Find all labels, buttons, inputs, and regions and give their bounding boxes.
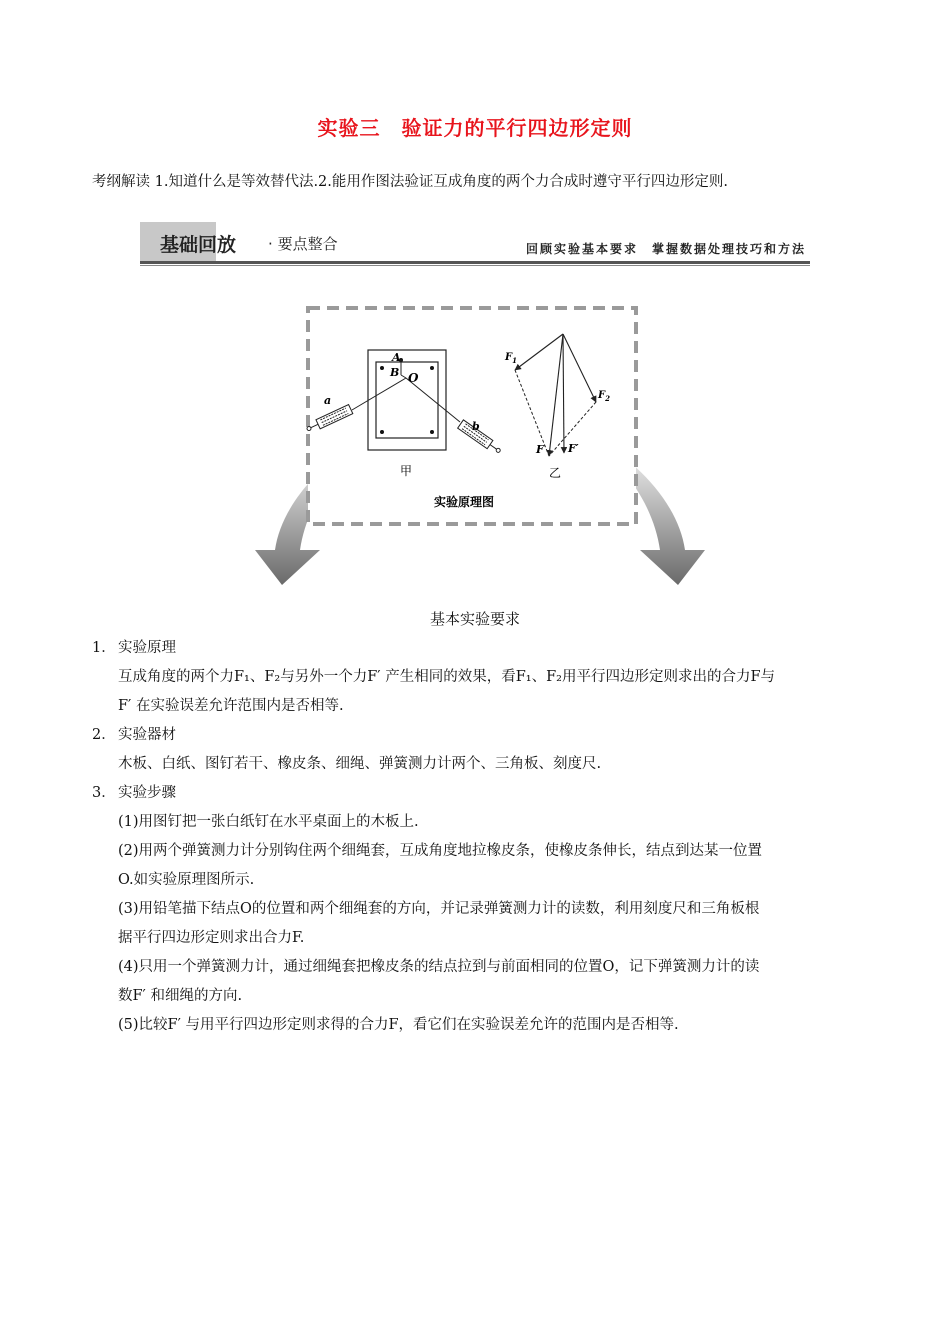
label-jia: 甲 [400,464,413,478]
section-1-line: 互成角度的两个力F₁、F₂与另外一个力F′ 产生相同的效果，看F₁、F₂用平行四边形定则求出的合力F与 [118,669,776,685]
principle-diagram [250,300,710,590]
label-b: b [472,420,480,433]
label-F-prime: F′ [568,442,579,455]
banner-rule-thin [140,265,810,266]
section-1-heading: 1． 实验原理 [92,640,176,656]
exam-outline: 考纲解读 1.知道什么是等效替代法.2.能用作图法验证互成角度的两个力合成时遵守平行四边形定则. [92,174,728,190]
section-2-line: 木板、白纸、图钉若干、橡皮条、细绳、弹簧测力计两个、三角板、刻度尺. [118,756,602,772]
step-line: O.如实验原理图所示. [118,872,255,888]
step-line: 据平行四边形定则求出合力F. [118,930,305,946]
banner-sub [268,233,338,254]
step-line: 数F′ 和细绳的方向. [118,988,243,1004]
section-2-heading: 2． 实验器材 [92,727,176,743]
svg-text:F1: $F_1$ [505,352,517,365]
label-O: O [408,371,419,385]
banner-sub-text: 要点整合 [277,235,338,253]
banner-main: 基础回放 [160,234,237,256]
step-line: (5)比较F′ 与用平行四边形定则求得的合力F，看它们在实验误差允许的范围内是否相等. [118,1017,679,1033]
banner-right: 回顾实验基本要求 掌握数据处理技巧和方法 [525,242,806,256]
label-yi: 乙 [549,466,562,480]
banner-dot: · [268,235,273,253]
requirements-content [92,634,872,1040]
label-a: a [324,394,332,407]
step-line: (1)用图钉把一张白纸钉在水平桌面上的木板上. [118,814,419,830]
label-F: F [536,443,544,456]
section-1-line: F′ 在实验误差允许范围内是否相等. [118,698,344,714]
section-3-heading: 3． 实验步骤 [92,785,176,801]
step-line: (2)用两个弹簧测力计分别钩住两个细绳套，互成角度地拉橡皮条，使橡皮条伸长，结点到达某一位置 [118,843,763,859]
step-line: (3)用铅笔描下结点O的位置和两个细绳套的方向，并记录弹簧测力计的读数，利用刻度尺和三角板根 [118,901,760,917]
step-line: (4)只用一个弹簧测力计，通过细绳套把橡皮条的结点拉到与前面相同的位置O，记下弹簧测力计的读 [118,959,760,975]
label-B: B [390,366,400,379]
section-banner [140,222,810,266]
diagram-caption: 实验原理图 [434,495,495,509]
svg-text:F2: $F_2$ [598,390,610,403]
banner-rule [140,261,810,264]
label-A: A [392,351,401,364]
diagram-frame [308,308,636,524]
section-title: 基本实验要求 [429,610,520,628]
page-title: 实验三 验证力的平行四边形定则 [317,116,633,140]
